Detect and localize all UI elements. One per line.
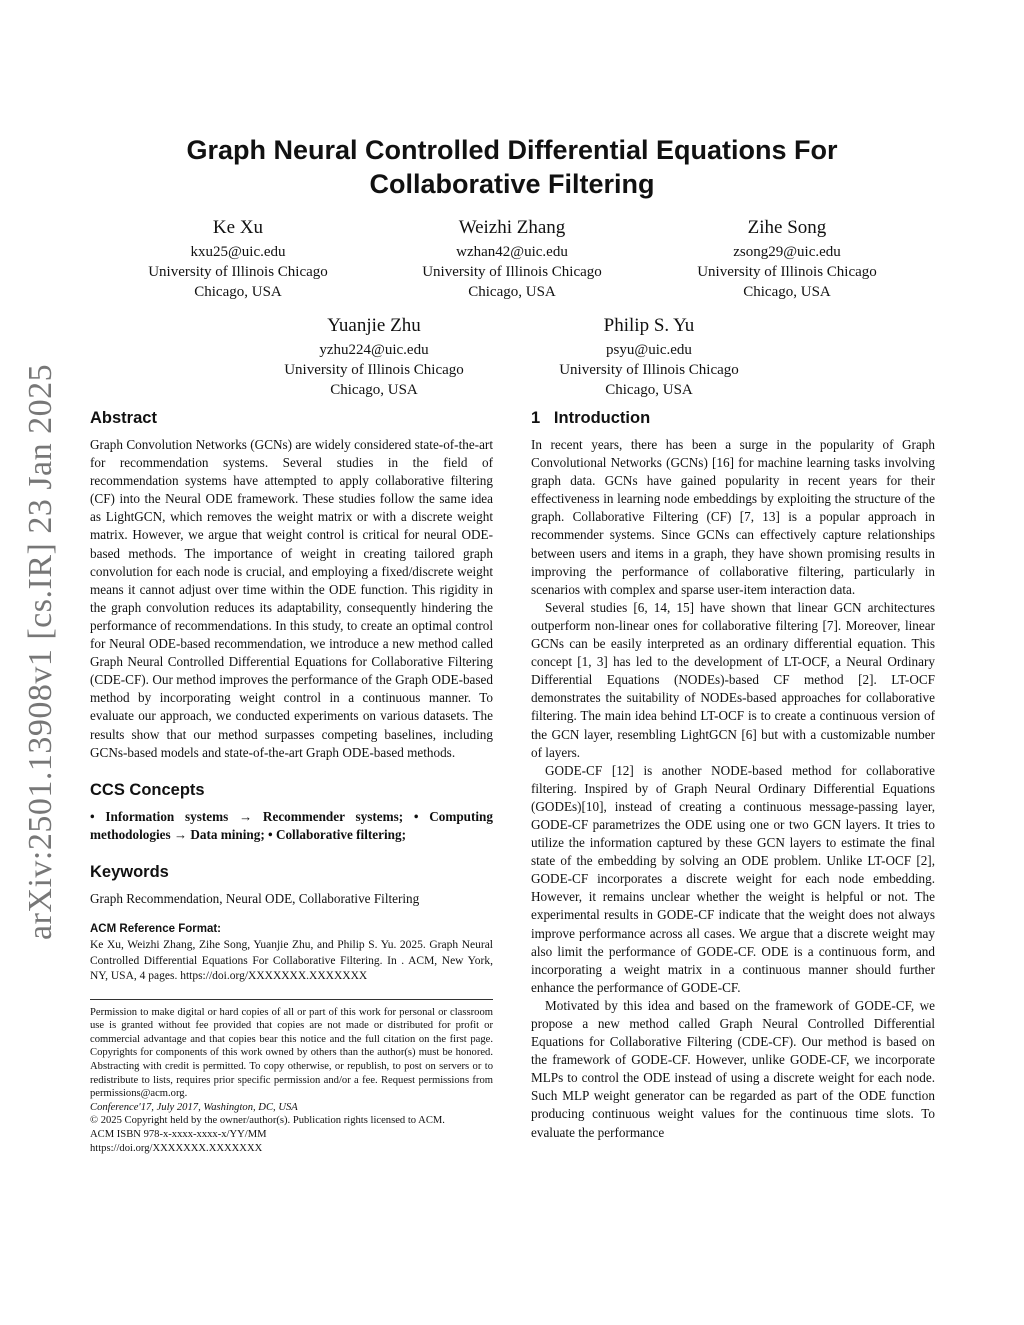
- conference-line: Conference'17, July 2017, Washington, DC, USA: [90, 1101, 298, 1113]
- intro-paragraph: Several studies [6, 14, 15] have shown that linear GCN architectures outperform non-linear ones for collaborative filtering [7]. Moreover, linear GCNs can be easily interpreted as an ordinary differential equation. This concept [1, 3] has led to the development of LT-OCF, a Neural Ordinary Differential Equations (NODEs)-based CF method [2]. LT-OCF demonstrates the suitability of NODEs-based approaches for collaborative filtering. The main idea behind LT-OCF is to create a continuous version of the GCN layer, resembling LightGCN [6] but with a customizable number of layers.: [531, 599, 935, 760]
- ccs-text: • Information systems → Recommender systems; • Computing methodologies → Data mining; • Collaborative filtering;: [90, 808, 493, 842]
- doi-line: https://doi.org/XXXXXXX.XXXXXXX: [90, 1142, 263, 1154]
- author-location: Chicago, USA: [468, 284, 556, 300]
- isbn-line: ACM ISBN 978-x-xxxx-xxxx-x/YY/MM: [90, 1128, 267, 1140]
- author-block: [529, 314, 769, 400]
- author-email: yzhu224@uic.edu: [319, 342, 429, 358]
- copyright-line: © 2025 Copyright held by the owner/author(s). Publication rights licensed to ACM.: [90, 1115, 445, 1127]
- reference-format-heading: ACM Reference Format:: [90, 922, 221, 935]
- author-email: kxu25@uic.edu: [190, 244, 286, 260]
- author-affiliation: University of Illinois Chicago: [422, 264, 602, 280]
- author-location: Chicago, USA: [194, 284, 282, 300]
- author-name: Weizhi Zhang: [458, 217, 566, 238]
- author-name: Ke Xu: [212, 217, 264, 238]
- arxiv-stamp: arXiv:2501.13908v1 [cs.IR] 23 Jan 2025: [22, 363, 59, 940]
- left-column: [90, 408, 493, 1155]
- introduction-heading: 1 Introduction: [531, 409, 651, 427]
- intro-paragraph: Motivated by this idea and based on the framework of GODE-CF, we propose a new method called Graph Neural Controlled Differential Equations for Collaborative Filtering (CDE-CF). Our method is based on the framework of GODE-CF. However, unlike GODE-CF, we incorporate MLPs to control the ODE instead of using a discrete weight for each node. Such MLP weight generator can be regarded as part of the ODE function producing continuous weight values for the continuous time slots. To evaluate the performance: [531, 997, 935, 1140]
- author-name: Philip S. Yu: [603, 315, 695, 336]
- intro-paragraph: GODE-CF [12] is another NODE-based method for collaborative filtering. Inspired by of Graph Neural Ordinary Differential Equations (GODEs)[10], instead of creating a continuous message-passing layer, GODE-CF parametrizes the ODE using one or two GCN layers. It tries to utilize the information captured by these GCN layers to estimate the final state of the embedding by solving an ODE problem. Unlike LT-OCF [2], GODE-CF incorporates a discrete weight for each node embedding. However, it remains unclear whether the weight is helpful or not. The experimental results in GODE-CF indicate that the weight does not always improve performance across all cases. We argue that a discrete weight may also limit the performance of GODE-CF. ODE is a continuous form, and incorporating a weight matrix in a continuous manner should further enhance the performance of GODE-CF.: [531, 762, 935, 995]
- author-location: Chicago, USA: [605, 382, 693, 398]
- right-column: [531, 408, 935, 1142]
- title-line-2: Collaborative Filtering: [369, 169, 655, 199]
- author-email: zsong29@uic.edu: [733, 244, 841, 260]
- reference-format-text: Ke Xu, Weizhi Zhang, Zihe Song, Yuanjie Zhu, and Philip S. Yu. 2025. Graph Neural Controlled Differential Equations For Collaborative Filtering. In . ACM, New York, NY, USA, 4 pages. https://doi.org/XXXXXXX.XXXXXXX: [90, 939, 493, 983]
- author-block: [667, 216, 907, 302]
- author-email: wzhan42@uic.edu: [456, 244, 568, 260]
- author-affiliation: University of Illinois Chicago: [559, 362, 739, 378]
- author-affiliation: University of Illinois Chicago: [284, 362, 464, 378]
- author-block: [118, 216, 358, 302]
- author-block: [392, 216, 632, 302]
- title-line-1: Graph Neural Controlled Differential Equations For: [186, 135, 838, 165]
- footnote-divider: [90, 999, 493, 1000]
- abstract-heading: Abstract: [90, 409, 157, 427]
- paper-title: [90, 133, 934, 201]
- author-location: Chicago, USA: [743, 284, 831, 300]
- author-name: Yuanjie Zhu: [327, 315, 421, 336]
- author-location: Chicago, USA: [330, 382, 418, 398]
- author-name: Zihe Song: [747, 217, 827, 238]
- author-affiliation: University of Illinois Chicago: [697, 264, 877, 280]
- intro-paragraph: In recent years, there has been a surge in the popularity of Graph Convolutional Networks (GCNs) [16] for machine learning tasks involving graph data. GCNs have gained popularity in recent years for their effectiveness in learning node embeddings by exploiting the structure of the graph. Collaborative Filtering (CF) [7, 13] is a popular approach in recommender systems. Since GCNs can effectively capture relationships between users and items in a graph, they have shown promising results in improving the performance of collaborative filtering, particularly in scenarios with complex and sparse user-item interaction data.: [531, 437, 935, 597]
- author-block: [254, 314, 494, 400]
- keywords-text: Graph Recommendation, Neural ODE, Collaborative Filtering: [90, 890, 420, 906]
- ccs-heading: CCS Concepts: [90, 780, 205, 799]
- author-affiliation: University of Illinois Chicago: [148, 264, 328, 280]
- permission-notice: Permission to make digital or hard copies of all or part of this work for personal or classroom use is granted without fee provided that copies are not made or distributed for profit or commercial advantage and that copies bear this notice and the full citation on the first page. Copyrights for components of this work owned by others than the author(s) must be honored. Abstracting with credit is permitted. To copy otherwise, or republish, to post on servers or to redistribute to lists, requires prior specific permission and/or a fee. Request permissions from permissions@acm.org.: [90, 1006, 493, 1100]
- keywords-heading: Keywords: [90, 862, 169, 881]
- author-email: psyu@uic.edu: [606, 342, 692, 358]
- abstract-text: Graph Convolution Networks (GCNs) are widely considered state-of-the-art for recommendation systems. Several studies in the field of recommendation systems have attempted to apply collaborative filtering (CF) into the Neural ODE framework. These studies follow the same idea as LightGCN, which removes the weight matrix or with a discrete weight matrix. However, we argue that weight control is critical for neural ODE-based methods. The importance of weight in creating tailored graph convolution for each node is crucial, and employing a fixed/discrete weight means it cannot adjust over time within the ODE function. This rigidity in the graph convolution reduces its adaptability, consequently hindering the performance of recommendations. In this study, to create an optimal control for Neural ODE-based recommendation, we introduce a new method called Graph Neural Controlled Differential Equations for Collaborative Filtering (CDE-CF). Our method improves the performance of the Graph ODE-based method by incorporating weight control in a continuous manner. To evaluate our approach, we conducted experiments on various datasets. The results show that our method surpasses competing baselines, including GCNs-based models and state-of-the-art Graph ODE-based methods.: [90, 437, 493, 760]
